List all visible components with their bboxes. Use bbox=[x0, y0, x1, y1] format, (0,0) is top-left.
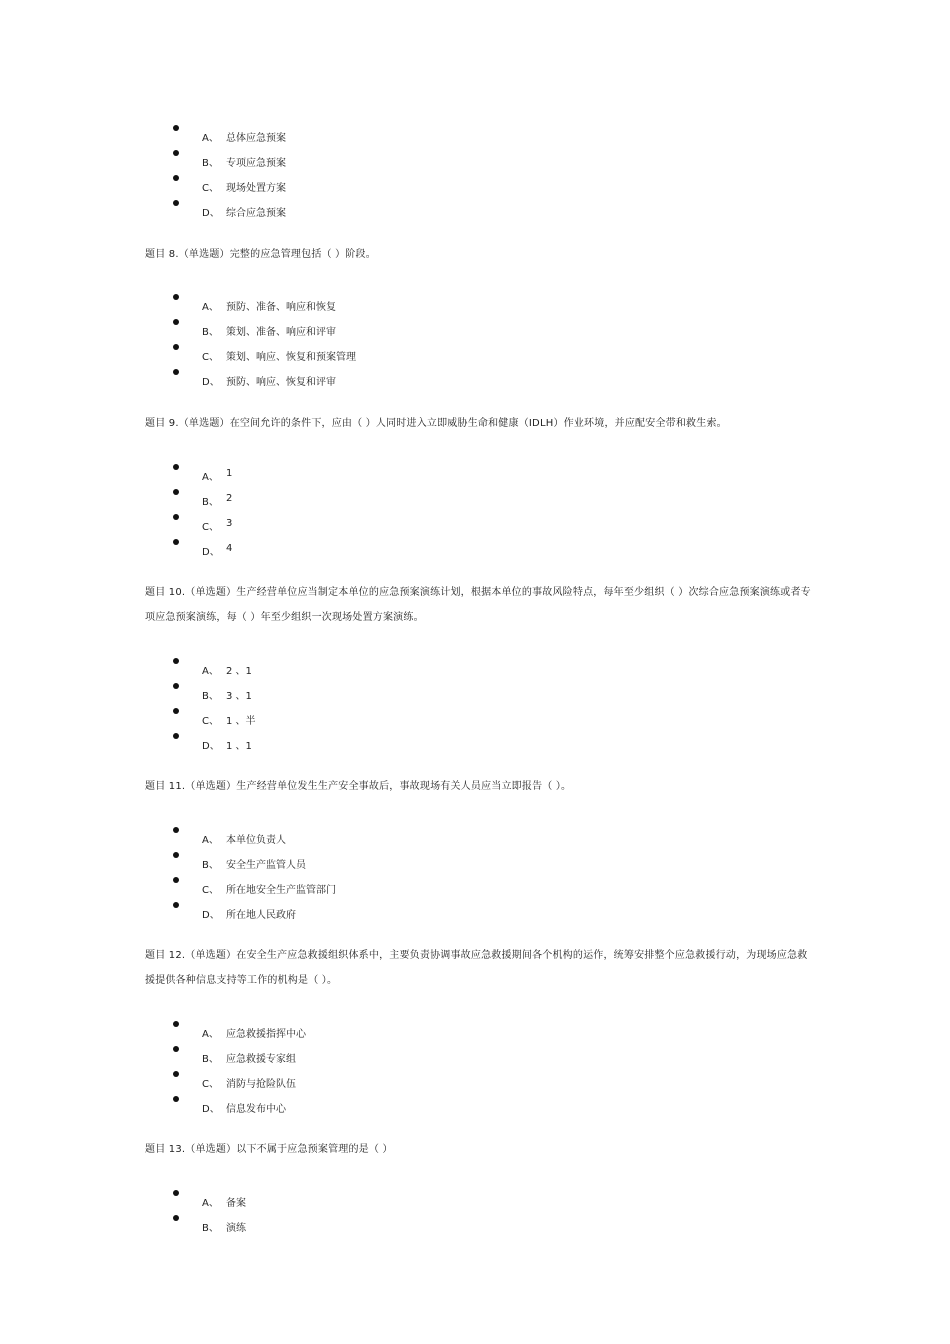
option-text: 2 、1 bbox=[226, 666, 252, 677]
option-letter: A、 bbox=[202, 302, 219, 313]
option-text: 所在地人民政府 bbox=[226, 910, 296, 921]
bullet-icon bbox=[173, 877, 179, 883]
option-letter: C、 bbox=[202, 183, 219, 194]
bullet-icon bbox=[173, 539, 179, 545]
bullet-icon bbox=[173, 175, 179, 181]
option-letter: C、 bbox=[202, 522, 219, 533]
option-letter: B、 bbox=[202, 497, 219, 508]
option-letter: B、 bbox=[202, 860, 219, 871]
bullet-icon bbox=[173, 200, 179, 206]
question-text: 题目 11.（单选题）生产经营单位发生生产安全事故后，事故现场有关人员应当立即报告（ ）。 bbox=[145, 781, 572, 792]
option-letter: C、 bbox=[202, 352, 219, 363]
bullet-icon bbox=[173, 344, 179, 350]
bullet-icon bbox=[173, 683, 179, 689]
option-text: 2 bbox=[226, 493, 233, 504]
bullet-icon bbox=[173, 464, 179, 470]
question-text: 题目 13.（单选题）以下不属于应急预案管理的是（ ） bbox=[145, 1144, 393, 1155]
option-letter: A、 bbox=[202, 133, 219, 144]
option-letter: B、 bbox=[202, 327, 219, 338]
option-letter: A、 bbox=[202, 472, 219, 483]
option-text: 所在地安全生产监管部门 bbox=[226, 885, 336, 896]
option-text: 1 bbox=[226, 468, 233, 479]
option-text: 预防、准备、响应和恢复 bbox=[226, 302, 336, 313]
bullet-icon bbox=[173, 1021, 179, 1027]
option-letter: D、 bbox=[202, 208, 220, 219]
bullet-icon bbox=[173, 708, 179, 714]
option-text: 应急救援专家组 bbox=[226, 1054, 296, 1065]
option-letter: B、 bbox=[202, 158, 219, 169]
option-letter: A、 bbox=[202, 1029, 219, 1040]
bullet-icon bbox=[173, 1046, 179, 1052]
option-text: 消防与抢险队伍 bbox=[226, 1079, 296, 1090]
option-letter: B、 bbox=[202, 691, 219, 702]
option-text: 策划、响应、恢复和预案管理 bbox=[226, 352, 356, 363]
option-text: 预防、响应、恢复和评审 bbox=[226, 377, 336, 388]
bullet-icon bbox=[173, 1096, 179, 1102]
option-text: 安全生产监管人员 bbox=[226, 860, 306, 871]
bullet-icon bbox=[173, 827, 179, 833]
question-text: 题目 8.（单选题）完整的应急管理包括（ ）阶段。 bbox=[145, 249, 376, 260]
option-letter: B、 bbox=[202, 1054, 219, 1065]
bullet-icon bbox=[173, 1190, 179, 1196]
bullet-icon bbox=[173, 150, 179, 156]
bullet-icon bbox=[173, 514, 179, 520]
bullet-icon bbox=[173, 319, 179, 325]
option-text: 1 、半 bbox=[226, 716, 256, 727]
option-letter: A、 bbox=[202, 1198, 219, 1209]
option-letter: C、 bbox=[202, 716, 219, 727]
bullet-icon bbox=[173, 294, 179, 300]
option-letter: D、 bbox=[202, 377, 220, 388]
option-text: 3 、1 bbox=[226, 691, 252, 702]
option-letter: C、 bbox=[202, 1079, 219, 1090]
question-text: 题目 9.（单选题）在空间允许的条件下，应由（ ）人同时进入立即威胁生命和健康（IDLH）作业环境，并应配安全带和救生索。 bbox=[145, 418, 727, 429]
bullet-icon bbox=[173, 1215, 179, 1221]
bullet-icon bbox=[173, 733, 179, 739]
option-text: 信息发布中心 bbox=[226, 1104, 286, 1115]
option-letter: C、 bbox=[202, 885, 219, 896]
option-letter: B、 bbox=[202, 1223, 219, 1234]
bullet-icon bbox=[173, 658, 179, 664]
option-text: 3 bbox=[226, 518, 233, 529]
option-letter: D、 bbox=[202, 547, 220, 558]
bullet-icon bbox=[173, 852, 179, 858]
option-letter: D、 bbox=[202, 741, 220, 752]
bullet-icon bbox=[173, 1071, 179, 1077]
option-text: 本单位负责人 bbox=[226, 835, 286, 846]
option-letter: A、 bbox=[202, 835, 219, 846]
option-text: 4 bbox=[226, 543, 233, 554]
bullet-icon bbox=[173, 489, 179, 495]
option-text: 演练 bbox=[226, 1223, 246, 1234]
question-text: 题目 10.（单选题）生产经营单位应当制定本单位的应急预案演练计划，根据本单位的事故风险特点，每年至少组织（ ）次综合应急预案演练或者专项应急预案演练，每（ ）年至少组织一次现场处置方案演练。 bbox=[145, 587, 811, 623]
bullet-icon bbox=[173, 125, 179, 131]
option-text: 策划、准备、响应和评审 bbox=[226, 327, 336, 338]
option-text: 1 、1 bbox=[226, 741, 252, 752]
option-letter: D、 bbox=[202, 1104, 220, 1115]
question-text: 题目 12.（单选题）在安全生产应急救援组织体系中，主要负责协调事故应急救援期间各个机构的运作，统筹安排整个应急救援行动，为现场应急救援提供各种信息支持等工作的机构是（ ）。 bbox=[145, 950, 808, 986]
option-text: 综合应急预案 bbox=[226, 208, 286, 219]
option-letter: D、 bbox=[202, 910, 220, 921]
bullet-icon bbox=[173, 369, 179, 375]
option-letter: A、 bbox=[202, 666, 219, 677]
bullet-icon bbox=[173, 902, 179, 908]
option-text: 备案 bbox=[226, 1198, 246, 1209]
option-text: 总体应急预案 bbox=[226, 133, 286, 144]
option-text: 现场处置方案 bbox=[226, 183, 286, 194]
option-text: 应急救援指挥中心 bbox=[226, 1029, 306, 1040]
option-text: 专项应急预案 bbox=[226, 158, 286, 169]
